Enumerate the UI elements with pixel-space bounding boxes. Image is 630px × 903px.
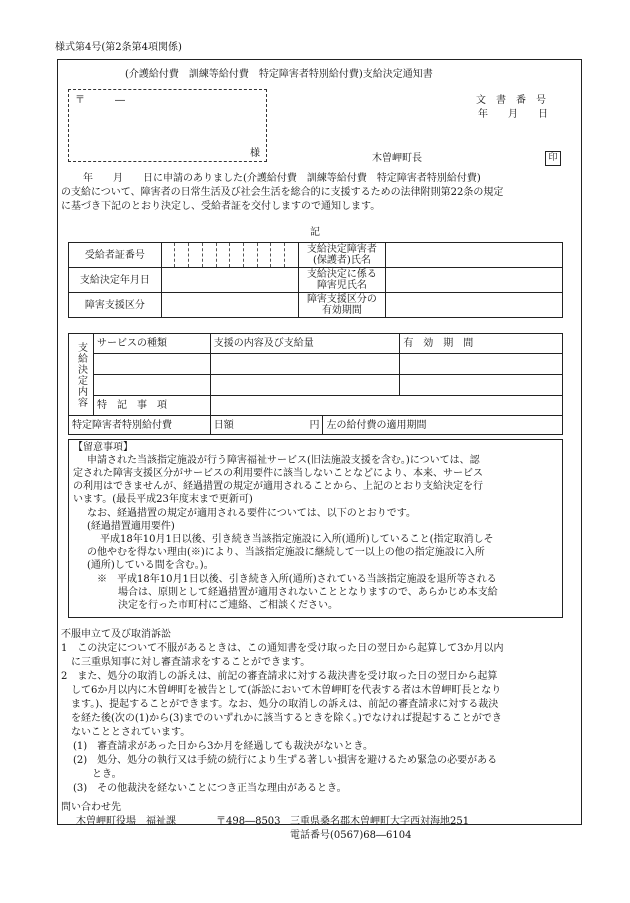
left-period-cell: 左の給付費の適用期間: [323, 416, 563, 435]
notes-line-1: 申請された当該指定施設が行う障害福祉サービス(旧法施設支援を含む。)については、認: [87, 455, 480, 466]
appeal-line-5: ます。)、提起することができます。なお、処分の取消しの訴えは、前記の審査請求に対する裁決: [71, 699, 499, 710]
special-notes-value: [210, 396, 562, 416]
document-number-label: 文 書 番 号: [476, 95, 546, 106]
class-period-label: 障害支援区分の 有効期間: [298, 293, 386, 318]
child-name-value: [386, 268, 563, 293]
special-notes-label: 特 記 事 項: [93, 396, 210, 416]
contact-postal: 〒498―8503: [216, 816, 281, 827]
notes-line-8: の他やむを得ない理由(※)により、当該指定施設に継続して一以上の他の指定施設に入所: [87, 547, 485, 558]
child-name-label: 支給決定に係る 障害児氏名: [298, 268, 386, 293]
decision-content-vertical-label: 支給決定内容: [69, 334, 94, 416]
intro-line-3: に基づき下記のとおり決定し、受給者証を交付しますので通知します。: [61, 201, 381, 212]
decision-date-label: 支給決定年月日: [69, 268, 162, 293]
notes-line-4: います。(最長平成23年度末まで更新可): [73, 494, 253, 505]
recipient-number-cells: [161, 243, 298, 268]
special-benefit-label: 特定障害者特別給付費: [69, 416, 211, 435]
support-class-value: [161, 293, 298, 318]
appeal-line-1: 1 この決定について不服があるときは、この通知書を受け取った日の翌日から起算して3か月以内: [61, 643, 504, 654]
notes-line-2: 定された障害支援区分がサービスの利用要件に該当しないことなどにより、本来、サービス: [73, 468, 483, 479]
service-type-header: サービスの種類: [93, 334, 210, 354]
notes-line-6: (経過措置適用要件): [87, 521, 175, 532]
notes-line-10: ※ 平成18年10月1日以後、引き続き入所(通所)されている当該指定施設を退所等される: [97, 574, 497, 585]
notes-line-5: なお、経過措置の規定が適用される要件については、以下のとおりです。: [87, 508, 416, 519]
notes-line-7: 平成18年10月1日以後、引き続き当該指定施設に入所(通所)していること(指定取消しそ: [100, 534, 494, 545]
support-content-header: 支援の内容及び支給量: [210, 334, 400, 354]
service-row-2: [93, 375, 210, 396]
appeal-line-6: を経た後(次の(1)から(3)までのいずれかに該当するときを除く。)でなければ提起することができ: [71, 713, 502, 724]
decision-content-table: [68, 333, 563, 416]
appeal-line-2: に三重県知事に対し審査請求をすることができます。: [71, 657, 311, 668]
intro-line-2: の支給について、障害者の日常生活及び社会生活を総合的に支援するための法律附則第22条の規定: [61, 187, 504, 198]
appeal-line-10: とき。: [92, 769, 122, 780]
appeal-heading: 不服申立て及び取消訴訟: [61, 629, 171, 640]
recipient-number-label: 受給者証番号: [69, 243, 162, 268]
notes-line-9: (通所)している間を含む。)。: [87, 560, 214, 571]
contact-office: 木曽岬町役場 福祉課: [76, 816, 176, 827]
ki-heading: 記: [310, 227, 320, 238]
contact-phone: 電話番号(0567)68―6104: [290, 830, 412, 841]
decision-table: [68, 242, 563, 318]
appeal-line-4: して6か月以内に木曽岬町を被告として(訴訟において木曽岬町を代表する者は木曽岬町長となり: [71, 685, 502, 696]
recipient-sama: 様: [250, 148, 260, 159]
document-title: (介護給付費 訓練等給付費 特定障害者特別給付費)支給決定通知書: [125, 69, 433, 80]
holder-name-value: [386, 243, 563, 268]
intro-line-1: 年 月 日に申請のありました(介護給付費 訓練等給付費 特定障害者特別給付費): [83, 173, 481, 184]
service-row-1: [93, 354, 210, 375]
date-label: 年 月 日: [478, 109, 548, 120]
appeal-line-11: (3) その他裁決を経ないことにつき正当な理由があるとき。: [73, 783, 347, 794]
valid-period-header: 有 効 期 間: [400, 334, 563, 354]
postal-mark: 〒 ―: [75, 95, 125, 106]
contact-heading: 問い合わせ先: [61, 802, 121, 813]
seal-mark: 印: [545, 151, 561, 166]
notes-line-3: の利用はできませんが、経過措置の規定が適用されることから、上記のとおり支給決定を行: [73, 481, 483, 492]
appeal-line-3: 2 また、処分の取消しの訴えは、前記の審査請求に対する裁決書を受け取った日の翌日から起算: [61, 671, 498, 682]
form-number: 様式第4号(第2条第4項関係): [55, 42, 182, 53]
appeal-line-7: ないこととされています。: [71, 727, 191, 738]
special-benefit-table: [68, 415, 563, 435]
notes-line-12: 決定を行った市町村にご連絡、ご相談ください。: [118, 600, 338, 611]
notes-heading: 【留意事項】: [73, 442, 133, 453]
class-period-value: [386, 293, 563, 318]
appeal-line-9: (2) 処分、処分の執行又は手続の続行により生ずる著しい損害を避けるため緊急の必要がある: [73, 755, 498, 766]
daily-amount-cell: 日額 円: [210, 416, 323, 435]
issuer-name: 木曽岬町長: [372, 153, 422, 164]
appeal-line-8: (1) 審査請求があった日から3か月を経過しても裁決がないとき。: [73, 741, 374, 752]
contact-address: 三重県桑名郡木曽岬町大字西対海地251: [290, 816, 470, 827]
notes-line-11: 場合は、原則として経過措置が適用されないこととなりますので、あらかじめ本支給: [118, 587, 498, 598]
support-class-label: 障害支援区分: [69, 293, 162, 318]
decision-date-value: [161, 268, 298, 293]
holder-name-label: 支給決定障害者 (保護者)氏名: [298, 243, 386, 268]
